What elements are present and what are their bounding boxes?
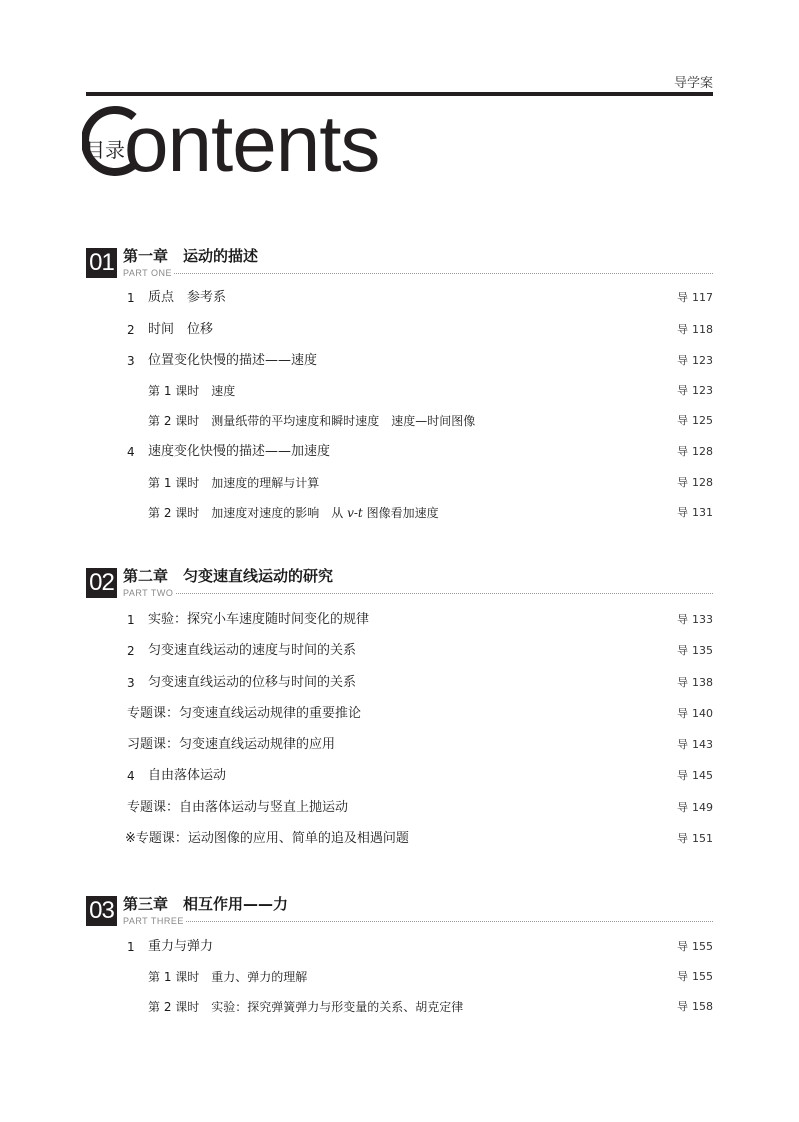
toc-subitem[interactable] (86, 381, 713, 401)
item-title: 第 1 课时 加速度的理解与计算 (148, 476, 320, 490)
item-title: 时间 位移 (148, 322, 214, 337)
toc-item[interactable] (86, 320, 713, 340)
item-title: ※专题课：运动图像的应用、简单的追及相遇问题 (125, 831, 409, 846)
toc-item[interactable] (86, 351, 713, 371)
item-title: 第 2 课时 实验：探究弹簧弹力与形变量的关系、胡克定律 (148, 1000, 464, 1014)
page-ref (677, 997, 713, 1017)
page-prefix: 导 (677, 940, 688, 953)
page-number: 149 (692, 801, 713, 814)
chapter-divider (123, 593, 713, 594)
page-number: 145 (692, 769, 713, 782)
item-number: 1 (127, 291, 135, 305)
item-number: 3 (127, 354, 135, 368)
toc-item[interactable] (86, 937, 713, 957)
page-number: 158 (692, 1000, 713, 1013)
page-ref (677, 381, 713, 401)
toc-item[interactable] (86, 735, 713, 755)
page-ref (677, 320, 713, 340)
page-number: 123 (692, 354, 713, 367)
contents-word (124, 99, 379, 189)
page-prefix: 导 (677, 676, 688, 689)
chapter-title: 第二章 匀变速直线运动的研究 (123, 567, 334, 585)
page-ref (677, 411, 713, 431)
chapter-number: 01 (86, 248, 117, 278)
page-ref (677, 735, 713, 755)
page-ref (677, 704, 713, 724)
item-title: 专题课：自由落体运动与竖直上抛运动 (127, 800, 349, 815)
item-title: 速度变化快慢的描述——加速度 (148, 444, 331, 459)
item-title: 位置变化快慢的描述——速度 (148, 353, 318, 368)
item-number: 1 (127, 613, 135, 627)
page-number: 118 (692, 323, 713, 336)
page-prefix: 导 (677, 613, 688, 626)
page-prefix: 导 (677, 506, 688, 519)
item-number: 1 (127, 940, 135, 954)
chapter-title: 第一章 运动的描述 (123, 247, 259, 265)
page-prefix: 导 (677, 384, 688, 397)
item-title (148, 503, 439, 523)
toc-item[interactable] (86, 798, 713, 818)
item-number: 4 (127, 769, 135, 783)
toc-item[interactable] (86, 641, 713, 661)
item-number: 4 (127, 445, 135, 459)
item-title: 匀变速直线运动的位移与时间的关系 (148, 675, 357, 690)
page-ref (677, 442, 713, 462)
page-prefix: 导 (677, 801, 688, 814)
toc-subitem[interactable] (86, 967, 713, 987)
page-number: 128 (692, 476, 713, 489)
page-number: 155 (692, 970, 713, 983)
page-number: 135 (692, 644, 713, 657)
page-number: 138 (692, 676, 713, 689)
page-number: 125 (692, 414, 713, 427)
page-prefix: 导 (677, 1000, 688, 1013)
chapter-number: 03 (86, 896, 117, 926)
vt-symbol: v-t (347, 506, 363, 520)
item-title: 质点 参考系 (148, 290, 227, 305)
toc-item[interactable] (86, 673, 713, 693)
page-number: 123 (692, 384, 713, 397)
item-title: 第 2 课时 测量纸带的平均速度和瞬时速度 速度—时间图像 (148, 414, 476, 428)
toc-item[interactable] (86, 829, 713, 849)
page-number: 133 (692, 613, 713, 626)
page-prefix: 导 (677, 354, 688, 367)
page-ref (677, 937, 713, 957)
page-prefix: 导 (677, 323, 688, 336)
toc-item[interactable] (86, 442, 713, 462)
toc-item[interactable] (86, 288, 713, 308)
item-title: 实验：探究小车速度随时间变化的规律 (148, 612, 370, 627)
item-number: 2 (127, 323, 135, 337)
chapter-part-label: PART ONE (123, 268, 173, 278)
toc-subitem[interactable] (86, 997, 713, 1017)
page-number: 131 (692, 506, 713, 519)
toc-item[interactable] (86, 704, 713, 724)
page-ref (677, 766, 713, 786)
item-title: 自由落体运动 (148, 768, 227, 783)
header-rule (86, 92, 713, 96)
page-ref (677, 798, 713, 818)
chapter-part-label: PART THREE (123, 916, 184, 926)
item-title: 第 1 课时 速度 (148, 384, 236, 398)
page-number: 151 (692, 832, 713, 845)
page-prefix: 导 (677, 414, 688, 427)
page-ref (677, 673, 713, 693)
page-ref (677, 351, 713, 371)
item-title: 第 1 课时 重力、弹力的理解 (148, 970, 308, 984)
page-ref (677, 967, 713, 987)
page-number: 155 (692, 940, 713, 953)
page-prefix: 导 (677, 832, 688, 845)
chapter-divider (123, 921, 713, 922)
page-number: 117 (692, 291, 713, 304)
chapter-divider (123, 273, 713, 274)
page-ref (677, 829, 713, 849)
page-number: 140 (692, 707, 713, 720)
page-prefix: 导 (677, 445, 688, 458)
page-prefix: 导 (677, 707, 688, 720)
page-ref (677, 503, 713, 523)
page-prefix: 导 (677, 291, 688, 304)
page-ref (677, 610, 713, 630)
chapter-part-label: PART TWO (123, 588, 174, 598)
page-number: 143 (692, 738, 713, 751)
page-ref (677, 641, 713, 661)
toc-item[interactable] (86, 766, 713, 786)
page-prefix: 导 (677, 476, 688, 489)
toc-item[interactable] (86, 610, 713, 630)
item-number: 3 (127, 676, 135, 690)
item-title: 专题课：匀变速直线运动规律的重要推论 (127, 706, 362, 721)
page-prefix: 导 (677, 738, 688, 751)
page-prefix: 导 (677, 970, 688, 983)
chapter-title: 第三章 相互作用——力 (123, 895, 289, 913)
item-title-pre: 第 2 课时 加速度对速度的影响 从 (148, 506, 348, 520)
item-title-post: 图像看加速度 (362, 506, 439, 520)
contents-title (82, 99, 442, 193)
page-number: 128 (692, 445, 713, 458)
chapter-number: 02 (86, 568, 117, 598)
toc-subitem[interactable] (86, 503, 713, 523)
mulu-label: 目录 (85, 138, 125, 162)
item-title: 匀变速直线运动的速度与时间的关系 (148, 643, 357, 658)
page-prefix: 导 (677, 644, 688, 657)
item-title: 习题课：匀变速直线运动规律的应用 (127, 737, 336, 752)
item-title: 重力与弹力 (148, 939, 214, 954)
toc-subitem[interactable] (86, 473, 713, 493)
item-number: 2 (127, 644, 135, 658)
page-prefix: 导 (677, 769, 688, 782)
contents-word-text: ontents (124, 99, 380, 188)
page-ref (677, 288, 713, 308)
page-ref (677, 473, 713, 493)
toc-subitem[interactable] (86, 411, 713, 431)
header-label: 导学案 (673, 76, 713, 91)
